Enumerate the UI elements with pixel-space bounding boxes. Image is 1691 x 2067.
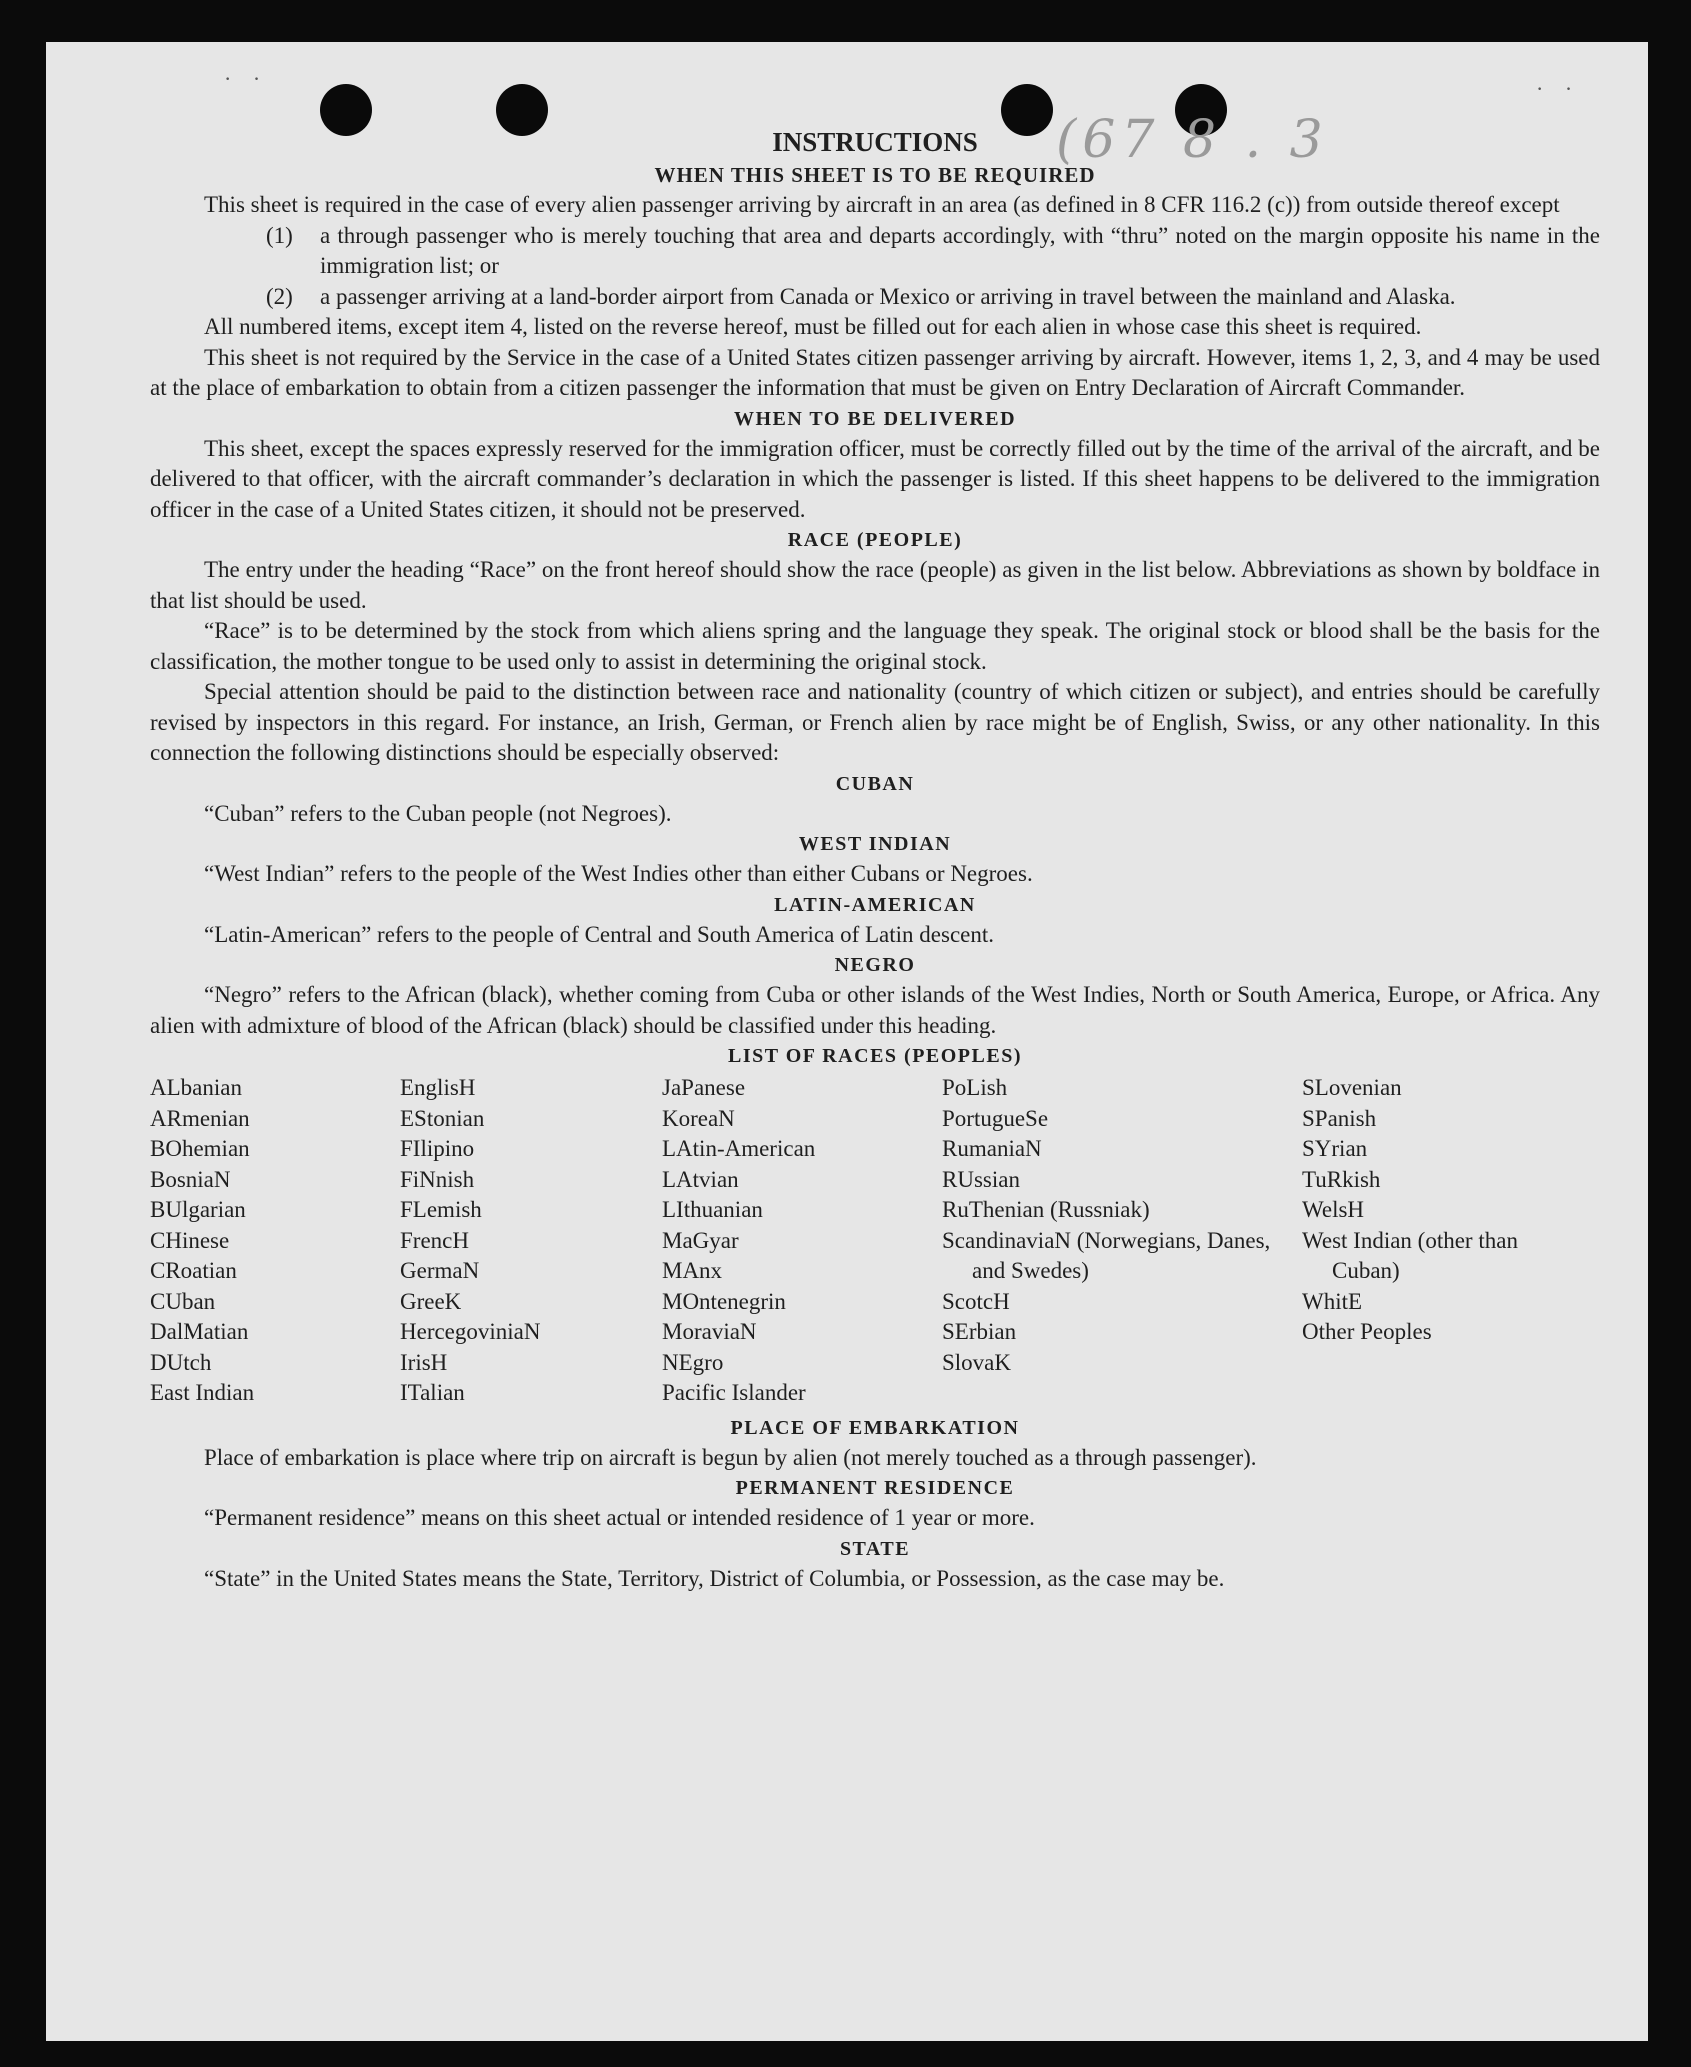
race-entry: CRoatian	[150, 1258, 237, 1283]
paragraph: “Negro” refers to the African (black), whether coming from Cuba or other islands of the West Indies, North or South America, Europe, or Africa. Any alien with admixture of blood of the African (black) should be classified under this heading.	[150, 982, 1600, 1038]
race-entry: FiNnish	[400, 1166, 475, 1192]
section-heading: WHEN TO BE DELIVERED	[733, 407, 1017, 430]
race-entry: PortugueSe	[942, 1105, 1049, 1131]
race-entry: MAnx	[662, 1258, 723, 1283]
race-entry: LAtvian	[662, 1166, 739, 1192]
race-entry: LIthuanian	[662, 1197, 763, 1222]
race-entry: GermaN	[400, 1258, 480, 1283]
paragraph: “Latin-American” refers to the people of Central and South America of Latin descent.	[204, 921, 994, 947]
race-entry: MoraviaN	[662, 1319, 757, 1344]
race-entry: WhitE	[1302, 1288, 1363, 1314]
speck-marks: · ·	[224, 66, 269, 91]
list-item	[150, 221, 1600, 282]
section-heading: WEST INDIAN	[798, 833, 952, 855]
item-number: (1)	[266, 222, 293, 248]
race-entry: BosniaN	[150, 1166, 231, 1192]
section-heading: PERMANENT RESIDENCE	[735, 1477, 1015, 1499]
race-entry: GreeK	[400, 1288, 462, 1314]
section-heading: CUBAN	[835, 772, 915, 795]
section-heading: STATE	[839, 1537, 911, 1560]
race-entry: CHinese	[150, 1227, 230, 1253]
instructions-content	[150, 124, 1600, 1594]
paragraph: The entry under the heading “Race” on the front hereof should show the race (people) as given in the list below. Abbreviations as shown by boldface in that list should be used.	[150, 557, 1600, 613]
race-column	[662, 1073, 942, 1409]
race-entry: ScandinaviaN (Norwegians, Danes, and Swedes)	[942, 1227, 1271, 1283]
race-entry: RUssian	[942, 1166, 1020, 1192]
paragraph: “Race” is to be determined by the stock from which aliens spring and the language they speak. The original stock or blood shall be the basis for the classification, the mother tongue to be used only to assist in determining the original stock.	[150, 618, 1600, 674]
race-column	[942, 1073, 1302, 1409]
item-number: (2)	[266, 283, 293, 309]
paragraph: Special attention should be paid to the distinction between race and nationality (country of which citizen or subject), and entries should be carefully revised by inspectors in this regard. For instance, an Irish, German, or French alien by race might be of English, Swiss, or any other nationality. In this connection the following distinctions should be especially observed:	[150, 679, 1600, 765]
item-text: a through passenger who is merely touching that area and departs accordingly, with “thru” noted on the margin opposite his name in the immigration list; or	[320, 222, 1600, 278]
race-entry: DalMatian	[150, 1319, 249, 1344]
document-sheet	[46, 42, 1648, 2041]
race-entry: ScotcH	[942, 1288, 1010, 1314]
section-heading: LIST OF RACES (PEOPLES)	[727, 1045, 1022, 1067]
section-heading: LATIN-AMERICAN	[774, 893, 976, 916]
race-column	[1302, 1073, 1562, 1409]
item-text: a passenger arriving at a land-border airport from Canada or Mexico or arriving in travel between the mainland and Alaska.	[320, 283, 1456, 309]
race-entry: SErbian	[942, 1319, 1017, 1344]
race-entry: BOhemian	[150, 1136, 250, 1161]
section-heading: NEGRO	[834, 954, 916, 976]
section-heading: WHEN THIS SHEET IS TO BE REQUIRED	[654, 163, 1096, 187]
race-entry: WelsH	[1302, 1197, 1365, 1222]
paragraph: This sheet is required in the case of every alien passenger arriving by aircraft in an area (as defined in 8 CFR 116.2 (c)) from outside thereof except	[204, 192, 1560, 217]
race-entry: SPanish	[1302, 1105, 1377, 1131]
paragraph: “State” in the United States means the State, Territory, District of Columbia, or Possession, as the case may be.	[204, 1565, 1225, 1591]
race-entry: HercegoviniaN	[400, 1319, 541, 1344]
race-entry: EnglisH	[400, 1075, 476, 1100]
paragraph: All numbered items, except item 4, listed on the reverse hereof, must be filled out for each alien in whose case this sheet is required.	[204, 314, 1422, 339]
race-entry: EStonian	[400, 1105, 485, 1131]
race-entry: DUtch	[150, 1349, 212, 1375]
race-entry: Pacific Islander	[662, 1380, 806, 1405]
paragraph: Place of embarkation is place where trip on aircraft is begun by alien (not merely touched as a through passenger).	[204, 1444, 1257, 1470]
race-entry: PoLish	[942, 1075, 1008, 1100]
race-entry: FrencH	[400, 1227, 469, 1253]
race-entry: TuRkish	[1302, 1166, 1381, 1192]
paragraph: “Cuban” refers to the Cuban people (not Negroes).	[204, 800, 672, 826]
race-entry: ARmenian	[150, 1105, 250, 1131]
paragraph: “West Indian” refers to the people of the West Indies other than either Cubans or Negroes.	[204, 861, 1033, 886]
race-entry: East Indian	[150, 1380, 255, 1405]
race-entry: FIlipino	[400, 1136, 475, 1161]
paragraph: “Permanent residence” means on this sheet actual or intended residence of 1 year or more.	[204, 1505, 1035, 1530]
race-entry: SlovaK	[942, 1349, 1011, 1375]
paragraph: This sheet, except the spaces expressly reserved for the immigration officer, must be correctly filled out by the time of the arrival of the aircraft, and be delivered to that officer, with the aircraft commander’s declaration in which the passenger is listed. If this sheet happens to be delivered to the immigration officer in the case of a United States citizen, it should not be preserved.	[150, 435, 1600, 522]
race-entry: LAtin-American	[662, 1136, 816, 1161]
race-column	[150, 1073, 400, 1409]
race-entry: RuThenian (Russniak)	[942, 1197, 1150, 1222]
race-entry: ITalian	[400, 1380, 465, 1405]
race-entry: ALbanian	[150, 1075, 242, 1100]
list-item	[150, 282, 1600, 313]
race-entry: MOntenegrin	[662, 1288, 786, 1314]
race-entry: BUlgarian	[150, 1197, 246, 1222]
race-entry: SLovenian	[1302, 1075, 1402, 1100]
section-heading: PLACE OF EMBARKATION	[730, 1416, 1020, 1439]
race-entry: MaGyar	[662, 1227, 739, 1253]
paragraph: This sheet is not required by the Service in the case of a United States citizen passenger arriving by aircraft. However, items 1, 2, 3, and 4 may be used at the place of embarkation to obtain from a citizen passenger the information that must be given on Entry Declaration of Aircraft Commander.	[150, 344, 1600, 400]
page-title: INSTRUCTIONS	[772, 127, 978, 157]
race-entry: FLemish	[400, 1197, 482, 1222]
race-column	[400, 1073, 662, 1409]
race-list	[150, 1073, 1600, 1409]
section-heading: RACE (PEOPLE)	[787, 529, 963, 551]
race-entry: West Indian (other than Cuban)	[1302, 1227, 1518, 1283]
race-entry: JaPanese	[662, 1075, 746, 1100]
race-entry: IrisH	[400, 1349, 448, 1375]
speck-marks: · ·	[1536, 76, 1581, 101]
race-entry: Other Peoples	[1302, 1319, 1432, 1344]
handwritten-note: (67 8 . 3	[1056, 110, 1329, 170]
race-entry: KoreaN	[662, 1105, 735, 1131]
race-entry: NEgro	[662, 1349, 724, 1375]
race-entry: SYrian	[1302, 1136, 1368, 1161]
race-entry: RumaniaN	[942, 1136, 1042, 1161]
race-entry: CUban	[150, 1288, 216, 1314]
